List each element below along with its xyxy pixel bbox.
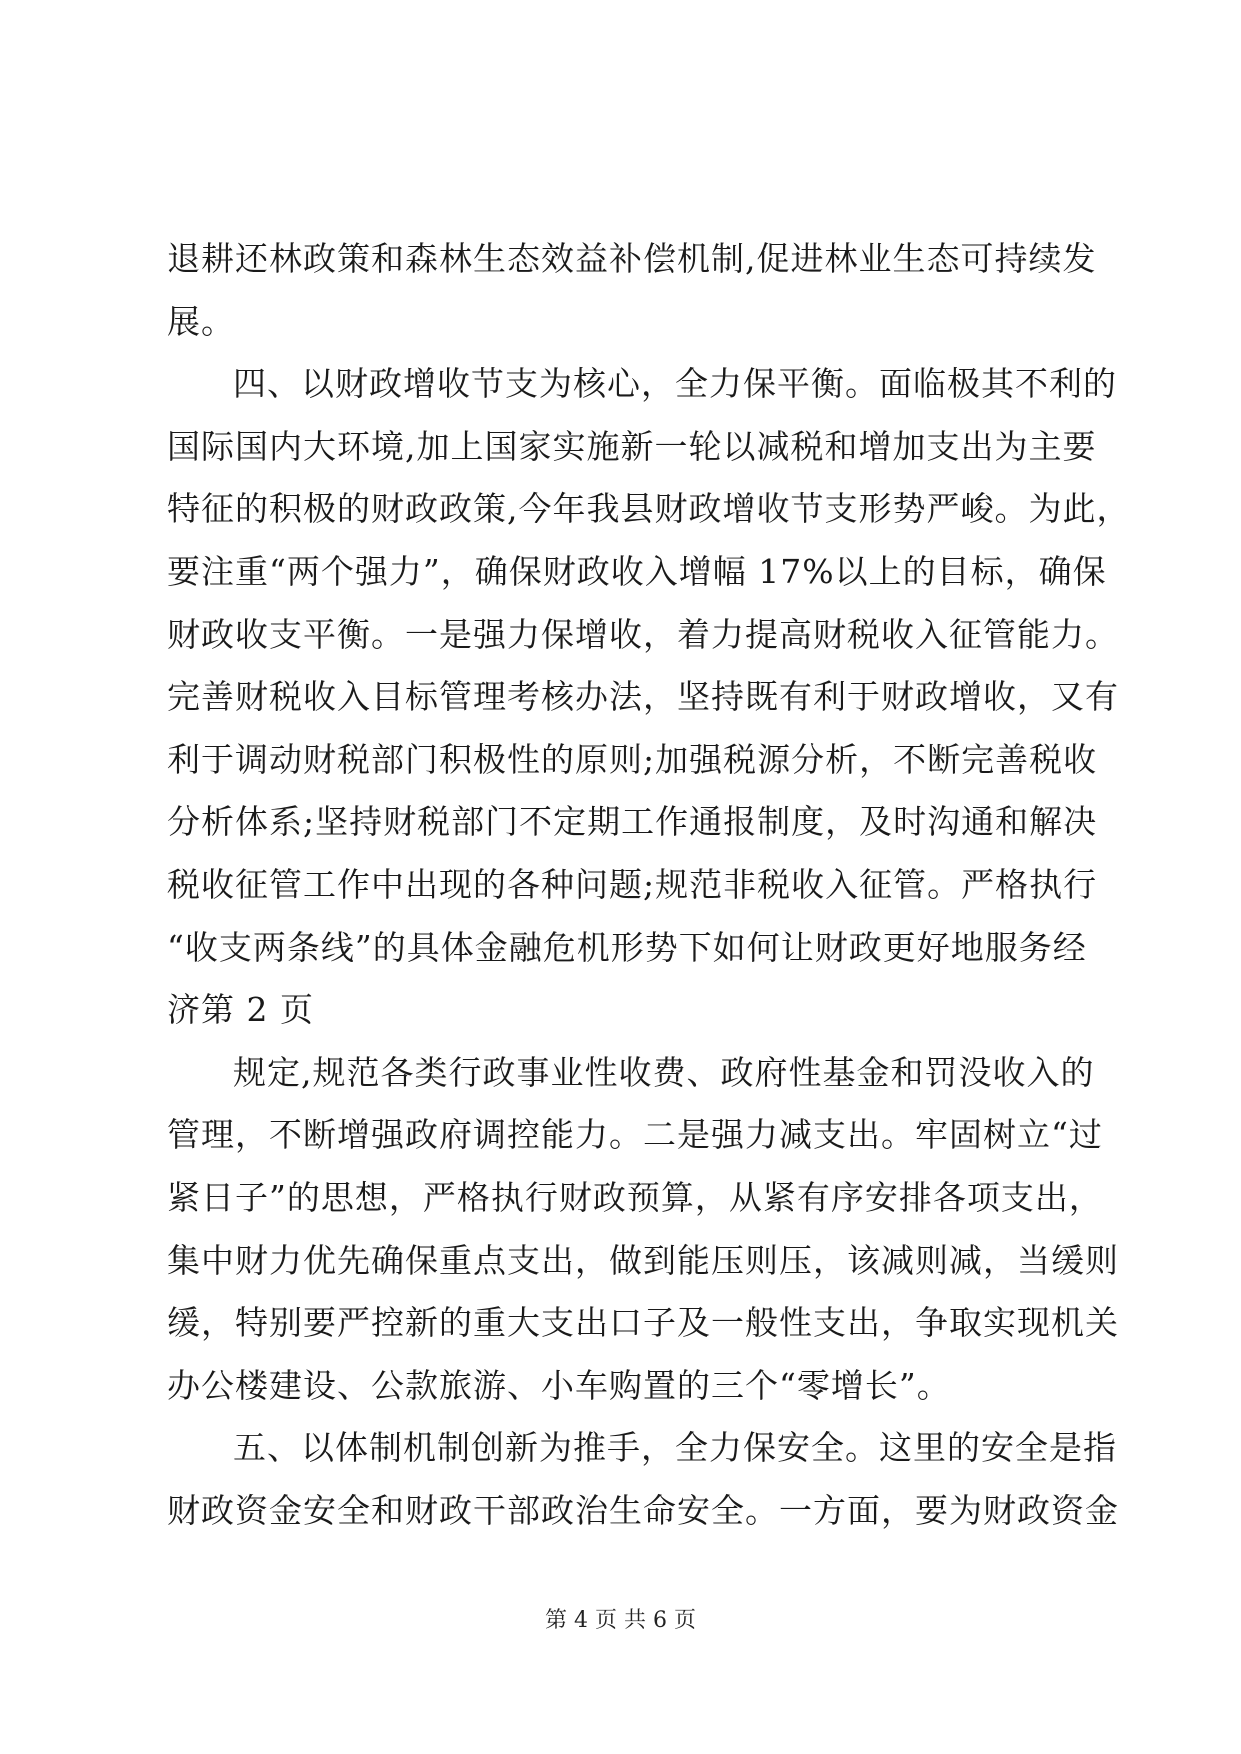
text-line: 特征的积极的财政政策,今年我县财政增收节支形势严峻。为此，	[167, 489, 1131, 529]
text-line: 财政资金安全和财政干部政治生命安全。一方面，要为财政资金	[167, 1490, 1119, 1530]
text-line: 退耕还林政策和森林生态效益补偿机制,促进林业生态可持续发	[167, 239, 1097, 278]
text-line: 展。	[167, 301, 235, 341]
text-line: 缓，特别要严控新的重大支出口子及一般性支出，争取实现机关	[167, 1303, 1119, 1343]
text-line: 集中财力优先确保重点支出，做到能压则压，该减则减，当缓则	[167, 1240, 1119, 1280]
text-line: 完善财税收入目标管理考核办法，坚持既有利于财政增收，又有	[167, 677, 1119, 717]
text-line: 国际国内大环境,加上国家实施新一轮以减税和增加支出为主要	[167, 426, 1097, 466]
text-line: 要注重“两个强力”，确保财政收入增幅 17%以上的目标，确保	[167, 551, 1107, 591]
text-line: 济第 2 页	[167, 990, 314, 1030]
text-line: 四、以财政增收节支为核心，全力保平衡。面临极其不利的	[233, 364, 1117, 404]
text-line: 管理，不断增强政府调控能力。二是强力减支出。牢固树立“过	[167, 1115, 1103, 1155]
text-line: 税收征管工作中出现的各种问题;规范非税收入征管。严格执行	[167, 864, 1098, 904]
text-line: 五、以体制机制创新为推手，全力保安全。这里的安全是指	[233, 1428, 1117, 1468]
text-line: 办公楼建设、公款旅游、小车购置的三个“零增长”。	[167, 1365, 951, 1405]
text-line: “收支两条线”的具体金融危机形势下如何让财政更好地服务经	[167, 927, 1087, 967]
page-footer: 第 4 页 共 6 页	[545, 1608, 696, 1633]
text-line: 紧日子”的思想，严格执行财政预算，从紧有序安排各项支出，	[167, 1177, 1103, 1217]
text-line: 财政收支平衡。一是强力保增收，着力提高财税收入征管能力。	[167, 614, 1119, 654]
text-line: 分析体系;坚持财税部门不定期工作通报制度，及时沟通和解决	[167, 802, 1098, 842]
document-body	[167, 228, 1131, 1542]
text-line: 规定,规范各类行政事业性收费、政府性基金和罚没收入的	[233, 1052, 1095, 1092]
text-line: 利于调动财税部门积极性的原则;加强税源分析，不断完善税收	[167, 739, 1098, 779]
